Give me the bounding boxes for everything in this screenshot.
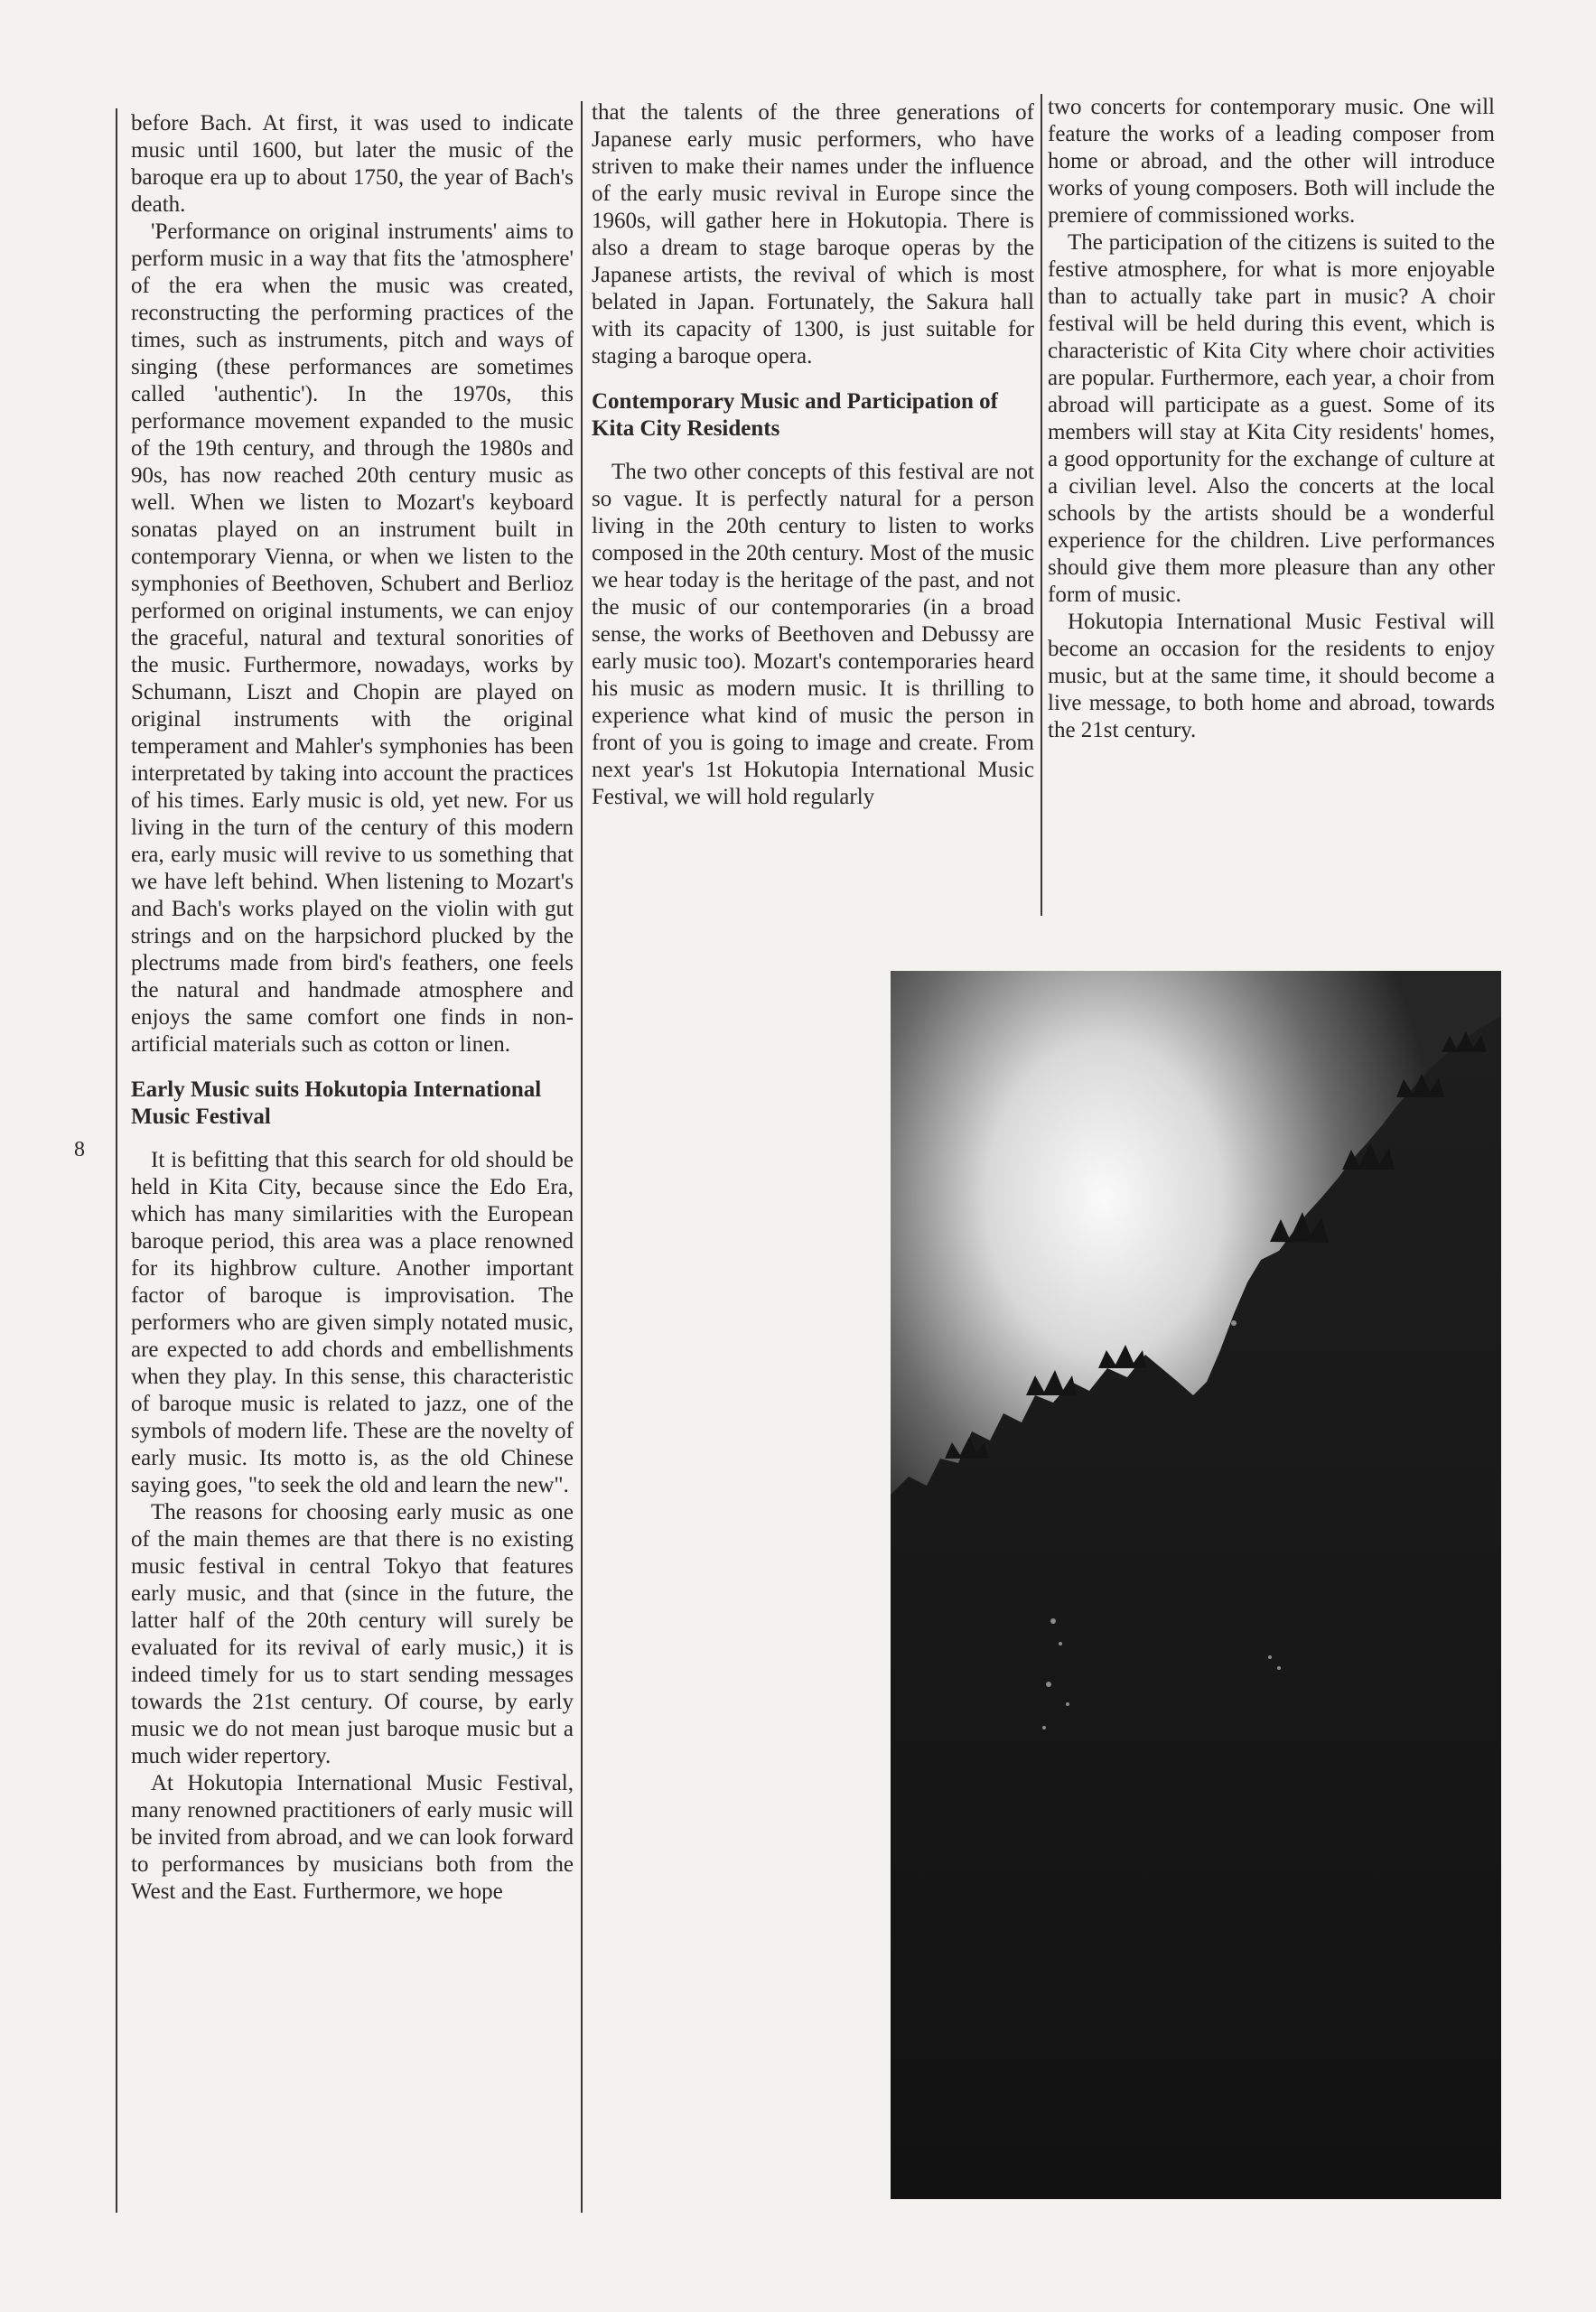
paragraph: The participation of the citizens is suited to the festive atmosphere, for what is more enjoyable than to actually take part in music? A choir festival will be held during this event, which is characteristic of Kita City where choir activities are popular. Furthermore, each year, a choir from abroad will participate as a guest. Some of its members will stay at Kita City residents' homes, a good opportunity for the exchange of culture at a civilian level. Also the concerts at the local schools by the artists should be a wonderful experience for the children. Live performances should give them more pleasure than any other form of music. bbox=[1048, 230, 1495, 607]
column-2 bbox=[592, 99, 1034, 811]
paragraph: Hokutopia International Music Festival will become an occasion for the residents to enjoy music, but at the same time, it should become a live message, to both home and abroad, towards the 21st century. bbox=[1048, 610, 1495, 742]
paragraph: The two other concepts of this festival are not so vague. It is perfectly natural for a person living in the 20th century to listen to works composed in the 20th century. Most of the music we hear today is the heritage of the past, and not the music of our contemporaries (in a broad sense, the works of Beethoven and Debussy are early music too). Mozart's contemporaries heard his music as modern music. It is thrilling to experience what kind of music the person in front of you is going to image and create. From next year's 1st Hokutopia International Music Festival, we will hold regularly bbox=[592, 460, 1034, 809]
column-3 bbox=[1048, 94, 1495, 744]
tree-silhouette-photo bbox=[891, 971, 1501, 2199]
section-heading: Early Music suits Hokutopia International Music Festival bbox=[131, 1077, 542, 1129]
column-rule-1 bbox=[581, 101, 583, 2213]
column-1 bbox=[131, 110, 574, 1906]
column-rule-2 bbox=[1041, 94, 1042, 916]
paragraph: At Hokutopia International Music Festival, many renowned practitioners of early music will be invited from abroad, and we can look forward to performances by musicians both from the West and the East. Furthermore, we hope bbox=[131, 1771, 574, 1904]
paragraph: 'Performance on original instruments' aims to perform music in a way that fits the 'atmosphere' of the era when the music was created, reconstructing the performing practices of the times, such as instruments, pitch and ways of singing (these performances are sometimes called 'authentic'). In the 1970s, this performance movement expanded to the music of the 19th century, and through the 1980s and 90s, has now reached 20th century music as well. When we listen to Mozart's keyboard sonatas played on an instrument built in contemporary Vienna, or when we listen to the symphonies of Beethoven, Schubert and Berlioz performed on original instuments, we can enjoy the graceful, natural and textural sonorities of the music. Furthermore, nowadays, works by Schumann, Liszt and Chopin are played on original instruments with the original temperament and Mahler's symphonies has been interpretated by taking into account the practices of his times. Early music is old, yet new. For us living in the turn of the century of this modern era, early music will revive to us something that we have left behind. When listening to Mozart's and Bach's works played on the violin with gut strings and on the harpsichord plucked by the plectrums made from bird's feathers, one feels the natural and handmade atmosphere and enjoys the same comfort one finds in non-artificial materials such as cotton or linen. bbox=[131, 219, 574, 1057]
page-number: 8 bbox=[74, 1138, 85, 1161]
paragraph: The reasons for choosing early music as one of the main themes are that there is no existing music festival in central Tokyo that features early music, and that (since in the future, the latter half of the 20th century will surely be evaluated for its revival of early music,) it is indeed timely for us to start sending messages towards the 21st century. Of course, by early music we do not mean just baroque music but a much wider repertory. bbox=[131, 1500, 574, 1768]
paragraph: that the talents of the three generations of Japanese early music performers, who have striven to make their names under the influence of the early music revival in Europe since the 1960s, will gather here in Hokutopia. There is also a dream to stage baroque operas by the Japanese artists, the revival of which is most belated in Japan. Fortunately, the Sakura hall with its capacity of 1300, is just suitable for staging a baroque opera. bbox=[592, 100, 1034, 368]
left-margin-rule bbox=[116, 108, 117, 2213]
paragraph: before Bach. At first, it was used to indicate music until 1600, but later the music of the baroque era up to about 1750, the year of Bach's death. bbox=[131, 111, 574, 217]
section-heading: Contemporary Music and Participation of Kita City Residents bbox=[592, 389, 998, 441]
paragraph: two concerts for contemporary music. One will feature the works of a leading composer from home or abroad, and the other will introduce works of young composers. Both will include the premiere of commissioned works. bbox=[1048, 95, 1495, 228]
paragraph: It is befitting that this search for old should be held in Kita City, because since the Edo Era, which has many similarities with the European baroque period, this area was a place renowned for its highbrow culture. Another important factor of baroque is improvisation. The performers who are given simply notated music, are expected to add chords and embellishments when they play. In this sense, this characteristic of baroque music is related to jazz, one of the symbols of modern life. These are the novelty of early music. Its motto is, as the old Chinese saying goes, "to seek the old and learn the new". bbox=[131, 1148, 574, 1497]
